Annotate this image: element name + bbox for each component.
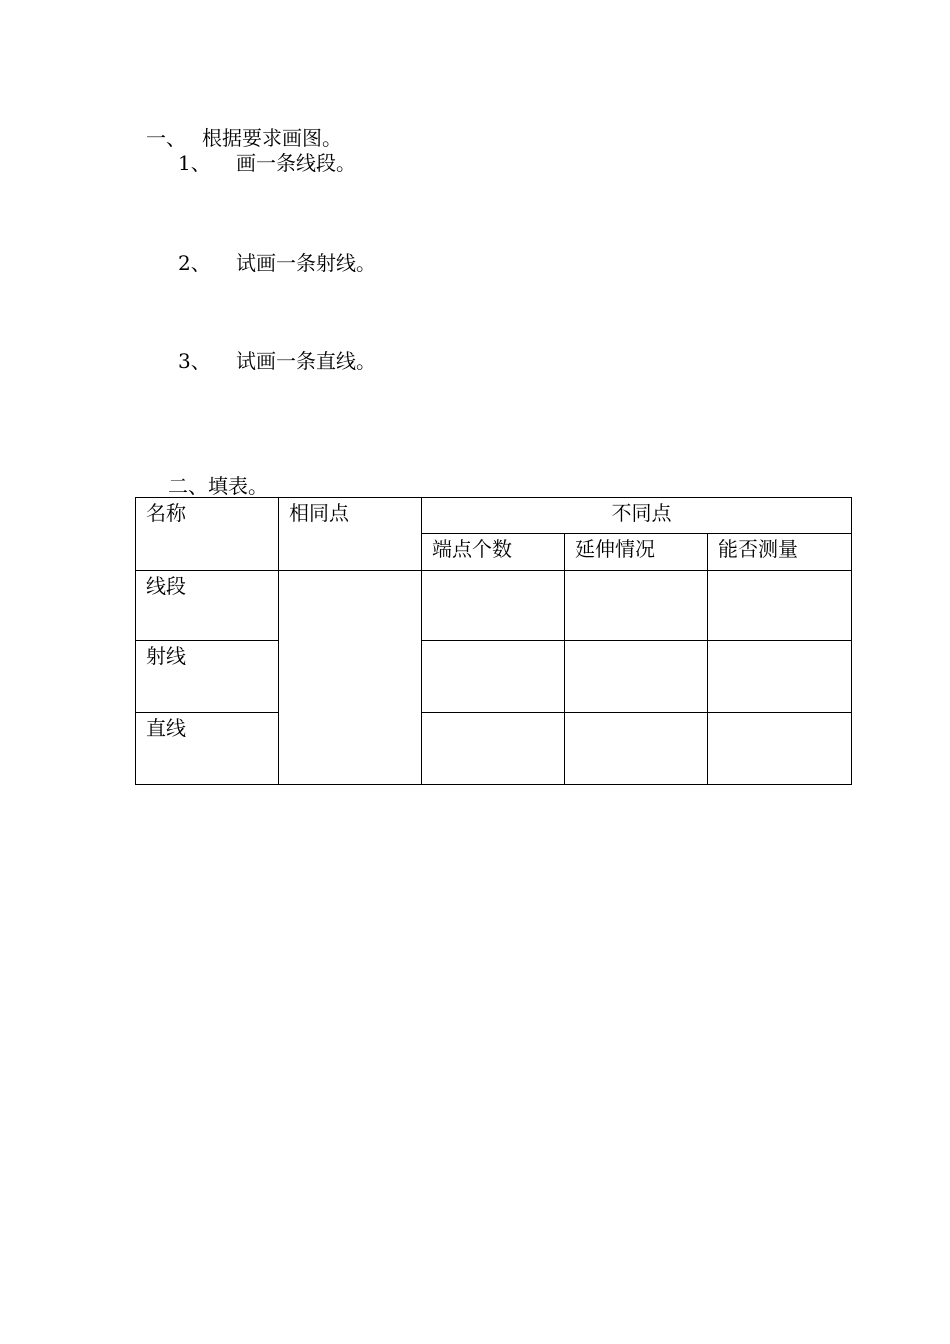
header-same-points: 相同点 xyxy=(279,498,422,571)
header-name: 名称 xyxy=(136,498,279,571)
same-points-answer-cell[interactable] xyxy=(279,571,422,785)
question-number: 3、 xyxy=(178,349,211,373)
answer-cell[interactable] xyxy=(708,571,852,641)
header-endpoint-count: 端点个数 xyxy=(422,534,565,571)
answer-cell[interactable] xyxy=(422,571,565,641)
section-1-heading xyxy=(146,126,342,150)
question-text: 试画一条直线。 xyxy=(236,349,376,373)
row-label-segment: 线段 xyxy=(136,571,279,641)
header-different-points: 不同点 xyxy=(422,498,852,534)
question-text: 画一条线段。 xyxy=(236,151,356,175)
question-number: 1、 xyxy=(178,151,211,175)
row-label-ray: 射线 xyxy=(136,641,279,713)
answer-cell[interactable] xyxy=(708,641,852,713)
section-1-marker: 一、 xyxy=(146,126,186,150)
section-1-title: 根据要求画图。 xyxy=(202,126,342,150)
answer-cell[interactable] xyxy=(565,713,708,785)
question-item-1 xyxy=(178,151,356,175)
row-label-line: 直线 xyxy=(136,713,279,785)
section-2-heading: 二、填表。 xyxy=(168,474,268,498)
answer-cell[interactable] xyxy=(708,713,852,785)
answer-cell[interactable] xyxy=(422,641,565,713)
answer-cell[interactable] xyxy=(565,571,708,641)
header-extension: 延伸情况 xyxy=(565,534,708,571)
question-text: 试画一条射线。 xyxy=(236,251,376,275)
question-number: 2、 xyxy=(178,251,211,275)
question-item-2 xyxy=(178,251,376,275)
header-measurable: 能否测量 xyxy=(708,534,852,571)
answer-cell[interactable] xyxy=(565,641,708,713)
question-item-3 xyxy=(178,349,376,373)
fill-in-table xyxy=(135,497,852,785)
answer-cell[interactable] xyxy=(422,713,565,785)
